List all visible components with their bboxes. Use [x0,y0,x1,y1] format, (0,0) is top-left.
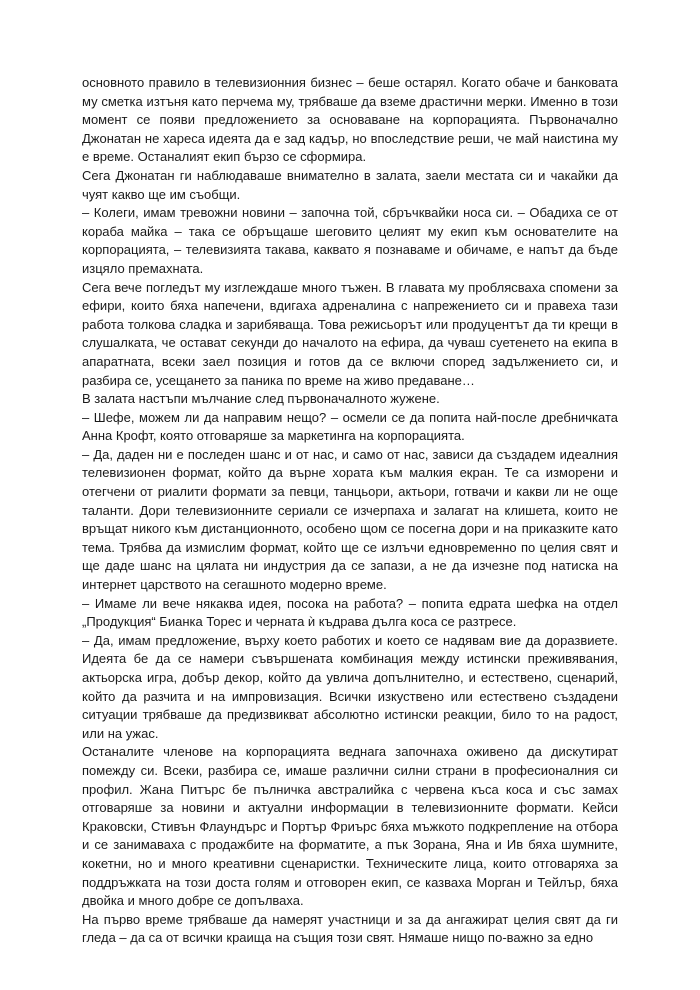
paragraph-3: – Колеги, имам тревожни новини – започна той, сбръчквайки носа си. – Обадиха се от кораба майка – така се обръщаше шеговито целият му екип към основателите на корпорацията, – телевизията такава, каквато я познаваме и обичаме, е напът да бъде изцяло премахната. [82,205,618,276]
paragraph-9: – Да, имам предложение, върху което работих и което се надявам вие да доразвиете. Идеята бе да се намери съвършената комбинация между истински преживявания, актьорска игра, добър декор, който да увлича допълнително, и естествено, сценарий, който да разчита и на импровизация. Всички изкуствено или естествено създадени ситуации трябваше да предизвикват абсолютно истински реакции, било то на радост, или на ужас. [82,632,618,741]
paragraph-1: основното правило в телевизионния бизнес – беше остарял. Когато обаче и банковата му сметка изтъня като перчема му, трябваше да вземе драстични мерки. Именно в този момент се появи предложението за основаване на корпорацията. Първоначално Джонатан не хареса идеята да е зад кадър, но впоследствие реши, че май наистина му е време. Останалият екип бързо се сформира. [82,75,618,165]
paragraph-7: – Да, даден ни е последен шанс и от нас, и само от нас, зависи да създадем идеалния телевизионен формат, който да върне хората към малкия екран. Те са изморени и отегчени от риалити формати за певци, танцьори, актьори, готвачи и какви ли не още таланти. Дори телевизионните сериали се изчерпаха и залагат на клишета, които не връщат никого към дистанционното, особено щом се посегна дори и на приказките като тема. Трябва да измислим формат, който ще се излъчи едновременно по целия свят и ще даде шанс на цялата ни индустрия да се запази, а не да изчезне под натиска на интернет царството на сегашното модерно време. [82,446,618,593]
paragraph-2: Сега Джонатан ги наблюдаваше внимателно в залата, заели местата си и чакайки да чуят какво ще им съобщи. [82,167,618,202]
paragraph-8: – Имаме ли вече някаква идея, посока на работа? – попита едрата шефка на отдел „Продукция“ Бианка Торес и черната ѝ къдрава дълга коса се разтресе. [82,595,618,630]
paragraph-11: На първо време трябваше да намерят участници и за да ангажират целия свят да ги гледа – да са от всички краища на същия този свят. Нямаше нищо по-важно за едно [82,911,618,946]
paragraph-6: – Шефе, можем ли да направим нещо? – осмели се да попита най-после дребничката Анна Крофт, която отговаряше за маркетинга на корпорацията. [82,409,618,444]
paragraph-4: Сега вече погледът му изглеждаше много тъжен. В главата му проблясваха спомени за ефири, които бяха напечени, вдигаха адреналина с напрежението си и правеха тази работа толкова сладка и зарибяваща. Това режисьорът или продуцентът да ти крещи в слушалката, че остават секунди до началото на ефира, да чуваш суетенето на екипа в апаратната, всеки заел позиция и готов да се включи според задължението си, и разбира се, усещането за паника по време на живо предаване… [82,279,618,388]
document-page [82,74,618,948]
paragraph-10: Останалите членове на корпорацията веднага започнаха оживено да дискутират помежду си. Всеки, разбира се, имаше различни силни страни в професионалния си профил. Жана Питърс бе пълничка австралийка с червена къса коса и със замах отговаряше за новини и актуални информации в телевизионните формати. Кейси Краковски, Стивън Флаундърс и Портър Фриърс бяха мъжкото подкрепление на отбора и се занимаваха с продажбите на форматите, а пък Зорана, Яна и Ив бяха шумните, кокетни, но и много креативни сценаристки. Техническите лица, които отговаряха за поддръжката на този доста голям и отговорен екип, се казваха Морган и Тейлър, бяха двойка и много добре се допълваха. [82,744,618,909]
paragraph-5: В залата настъпи мълчание след първоначалното жужене. [82,391,440,407]
